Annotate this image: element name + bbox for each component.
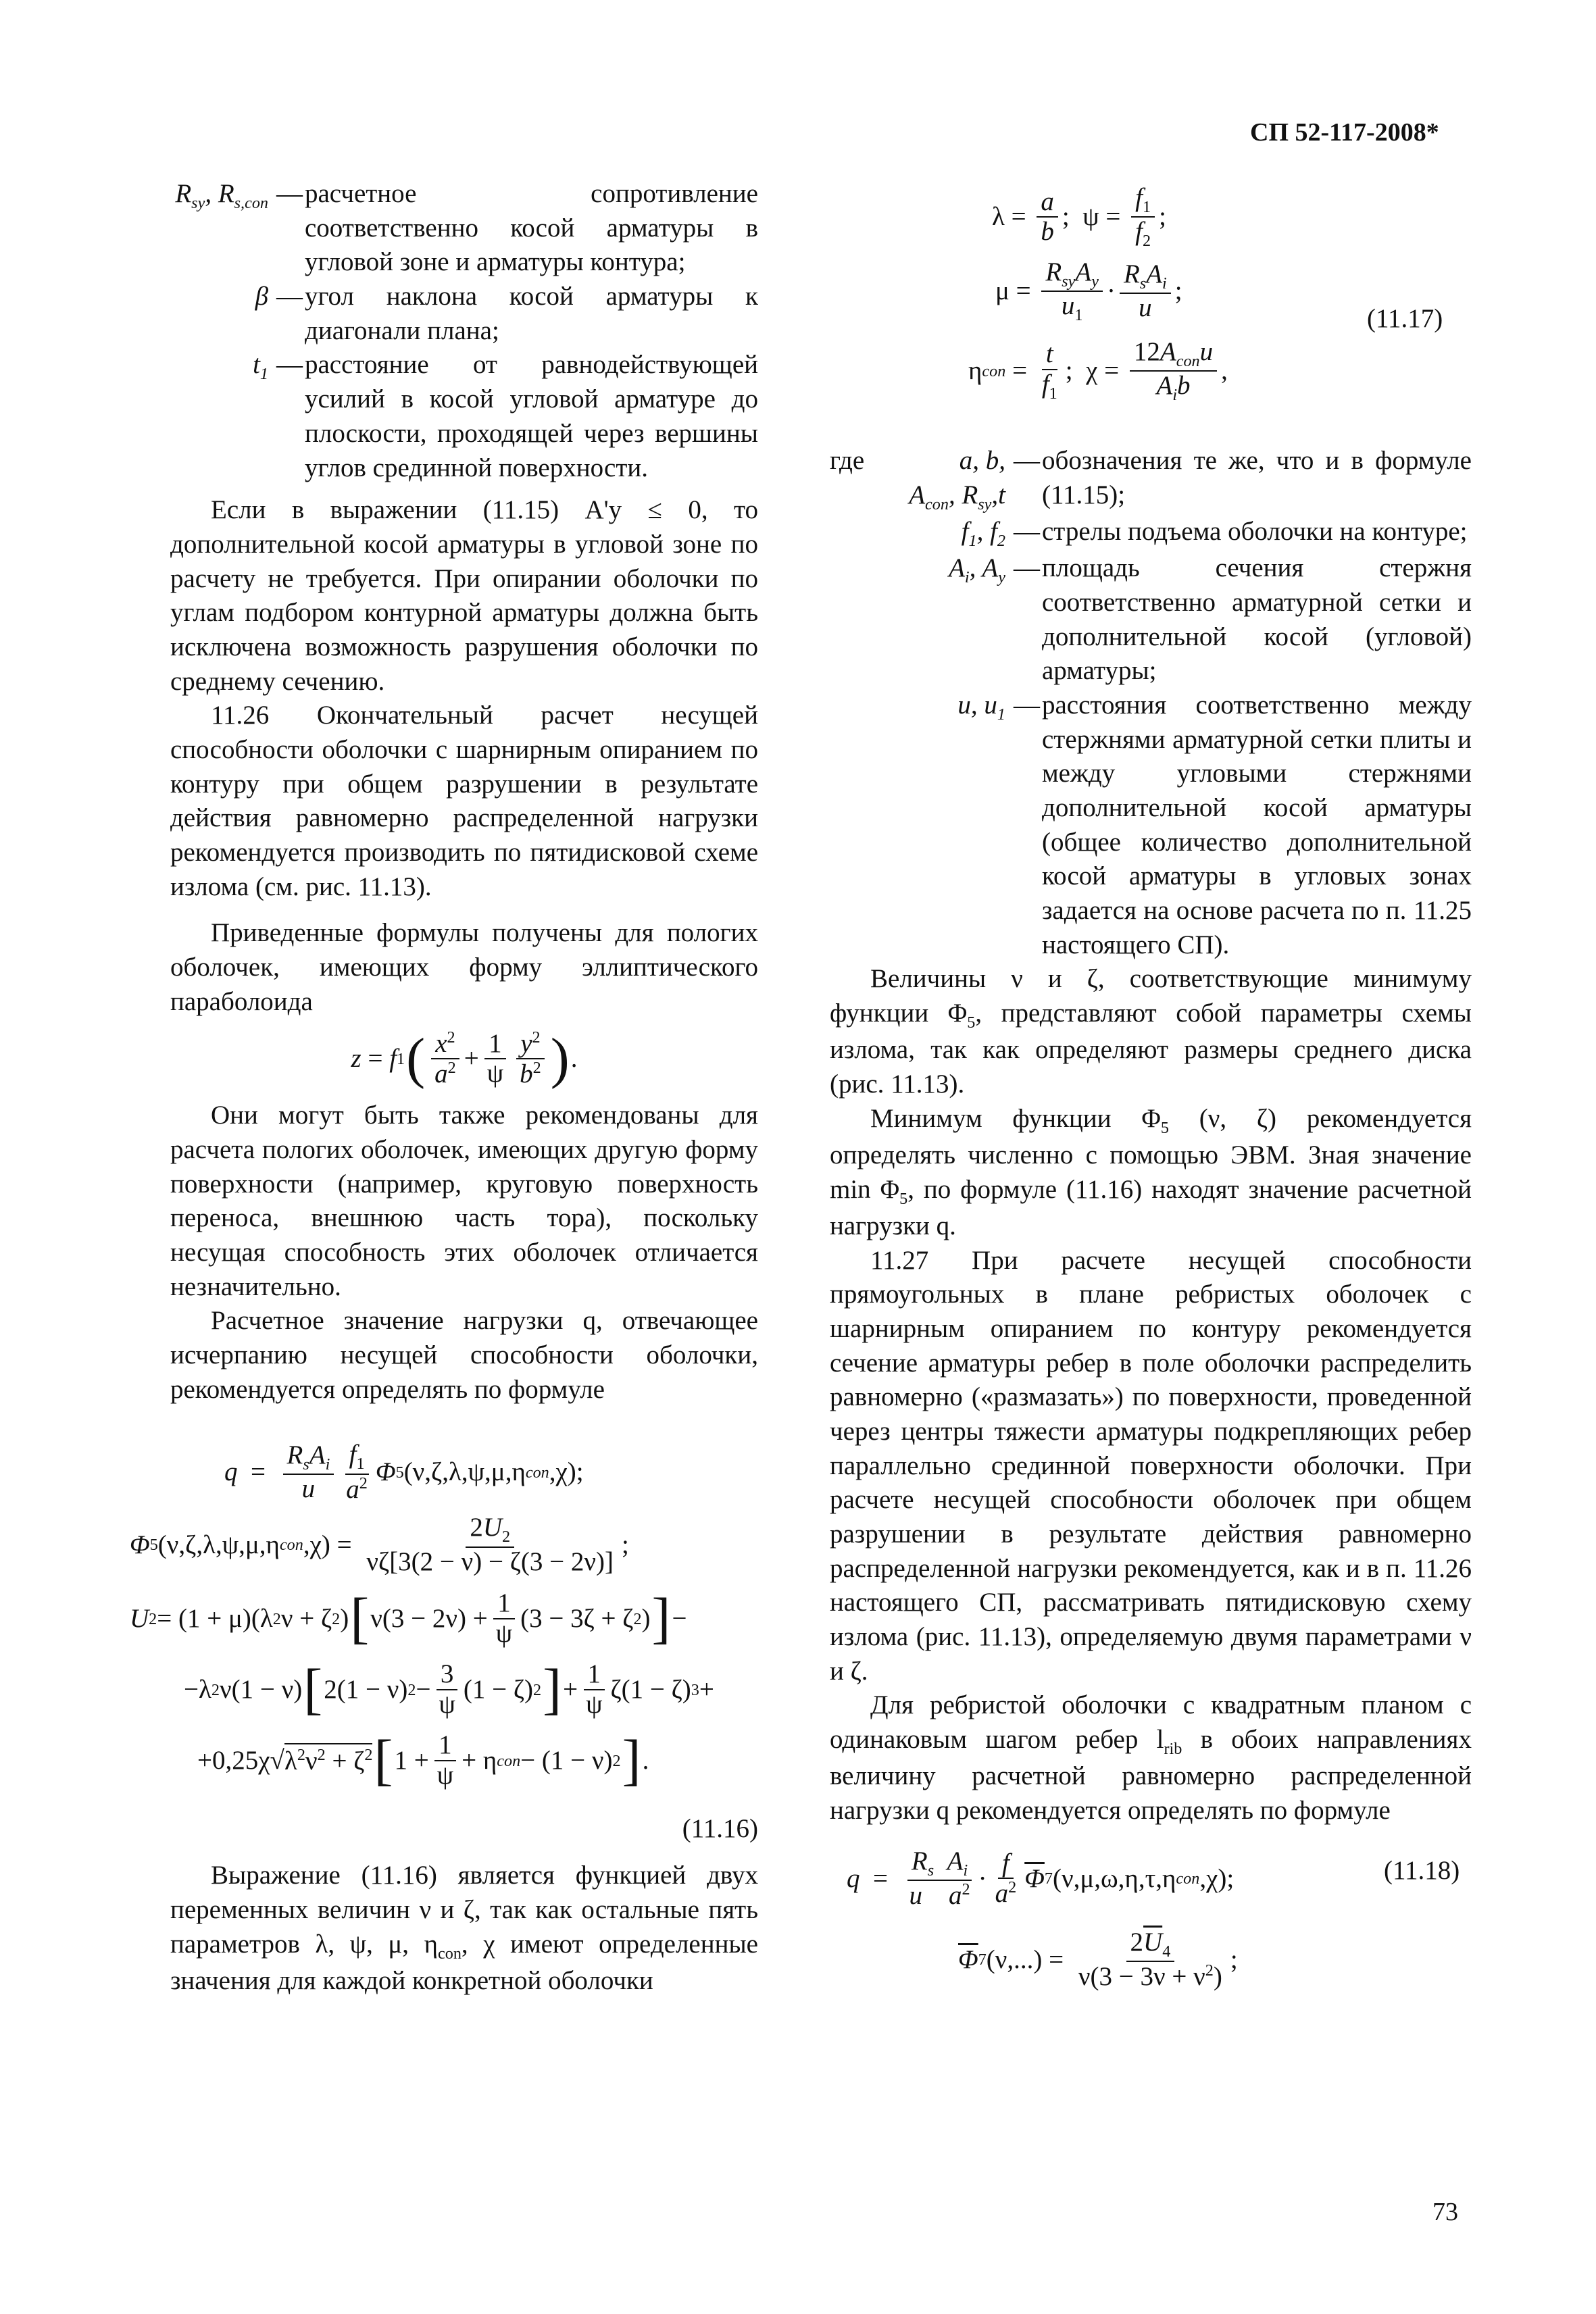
eq-number-11-17: (11.17) [1367, 304, 1443, 333]
paragraph: Выражение (11.16) является функцией двух переменных величин ν и ζ, так как остальные пять параметров λ, ψ, μ, $\eta_{con}$, χ имеют определенные значения для каждой конкретной оболочки [170, 1861, 758, 1995]
paragraph: Величины ν и ζ, соответствующие минимуму функции $\Phi_5$, представляют собой параметры схемы излома, так как определяют размеры среднего диска (рис. 11.13). [830, 964, 1472, 1099]
def-text: обозначения те же, что и в формуле (11.15); [1042, 446, 1472, 509]
eq-number-11-16: (11.16) [682, 1814, 758, 1844]
symbol-definitions-right: где a, b, $A_{con}$, $R_{sy},t$ — обозначения те же, что и в формуле (11.15); $f_1$, $f_2$ — стрелы подъема оболочки на контуре; $A_i$, $A_y$ — площадь сечения стержня соответственно арматурной сетки и дополнительной косой (угловой) арматуры; u, $u_1$ — расстояния соответственно между стержнями арматурной сетки плиты и между угловыми стержнями дополнительной косой арматуры (общее количество дополнительной косой арматуры в угловых зонах задается на основе расчета по п. 11.25 настоящего СП). [830, 444, 1472, 962]
formula-11-16: q = $\frac{R_sA_i}{u}$ $\frac{f_1}{a^2}$ Φ 5 (ν,ζ,λ,ψ,μ,η con ,χ); Φ 5 (ν,ζ,λ,ψ,μ,η con ,χ) = $\frac{2U_2}{\nu\zeta[3(2 - \nu) - \zeta(3 - 2\nu)]}$ ; U 2 = (1 + μ)(λ 2 ν + ζ 2 ) [ ν(3 − 2ν) + $\frac{1}{\psi}$ (3 − 3ζ + ζ 2 ) ] − −λ 2 ν(1 − ν) [ 2(1 − ν) 2 − $\frac{3}{\psi}$ (1 − ζ) 2 ] + $\frac{1}{\psi}$ ζ(1 − ζ) 3 + +0,25χ√ $\lambda^2\nu^2 + \zeta^2$ [ 1 + $\frac{1}{\psi}$ + η con − (1 − ν) 2 ] . [130, 1440, 714, 1792]
def-symbol: $t_1$ [253, 350, 268, 384]
formula-11-17: λ = $\frac{a}{b}$ ; ψ = $\frac{f_1}{f_2}$ ; μ = $\frac{R_{sy}A_y}{u_1}$ · $\frac{R_sA_i}{u}$ ; η con = $\frac{t}{f_1}$ ; χ = $\frac{12A_{con}u}{A_ib}$ , (11.17) [968, 183, 1443, 405]
formula-paraboloid: z = f 1 ( $\frac{x^2}{a^2}$ + $\frac{1}{\psi}$ $\frac{y^2}{b^2}$ ) . [351, 1027, 578, 1090]
def-text: расстояние от равнодействующей усилий в косой угловой арматуре до плоскости, проходящей через вершины углов срединной поверхности. [305, 350, 758, 482]
where-word: где [830, 446, 865, 475]
def-text: угол наклона косой арматуры к диагонали плана; [305, 282, 758, 345]
formula-11-18: q = $\frac{R_s A_i}{u a^2}$ · $\frac{f}{a^2}$ $\overline{\Phi}$ 7 (ν,μ,ω,η,τ,η con ,χ); (11.18) $\overline{\Phi}$ 7 (ν,...) = $\frac{2\overline{U}_4}{\nu(3 - 3\nu + \nu^2)}$ ; [847, 1846, 1460, 1992]
def-symbol: $R_{sy}$, $R_{s,con}$ [175, 179, 268, 212]
def-text: расчетное сопротивление соответственно косой арматуры в угловой зоне и арматуры контура; [305, 179, 758, 277]
page-number: 73 [1432, 2198, 1458, 2226]
paragraph: Для ребристой оболочки с квадратным планом с одинаковым шагом ребер $l_{rib}$ в обоих направлениях величину расчетной равномерно распределенной нагрузки q рекомендуется определять по формуле [830, 1690, 1472, 1826]
left-column [130, 177, 758, 1998]
running-header: СП 52-117-2008* [1250, 118, 1439, 147]
def-symbol: β [255, 282, 268, 311]
paragraph: Если в выражении (11.15) A'y ≤ 0, то дополнительной косой арматуры в угловой зоне по расчету не требуется. При опирании оболочки по углам подбором контурной арматуры должна быть исключена возможность разрушения оболочки по среднему сечению. [170, 495, 758, 696]
def-symbol: u, $u_1$ [957, 690, 1005, 724]
def-symbol: a, b, $A_{con}$, $R_{sy},t$ [909, 446, 1005, 513]
paragraph: Минимум функции $\Phi_5$ (ν, ζ) рекомендуется определять численно с помощью ЭВМ. Зная значение $\min \Phi_5$, по формуле (11.16) находят значение расчетной нагрузки q. [830, 1103, 1472, 1240]
paragraph: 11.27 При расчете несущей способности прямоугольных в плане ребристых оболочек с шарнирным опиранием по контуру рекомендуется сечение арматуры ребер в поле оболочки распределить равномерно («размазать») по поверхности, проведенной через центры тяжести арматуры подкрепляющих ребер параллельно срединной поверхности оболочки. При расчете несущей способности оболочек при общем разрушении в результате действия равномерно распределенной нагрузки рекомендуется, как и в п. 11.26 настоящего СП, рассматривать пятидисковую схему излома (рис. 11.13), определяемую двумя параметрами ν и ζ. [830, 1245, 1472, 1686]
def-text: площадь сечения стержня соответственно арматурной сетки и дополнительной косой (угловой) арматуры; [1042, 553, 1472, 686]
symbol-definitions-left: $R_{sy}$, $R_{s,con}$ — расчетное сопротивление соответственно косой арматуры в угловой зоне и арматуры контура; β — угол наклона косой арматуры к диагонали плана; $t_1$ — расстояние от равнодействующей усилий в косой угловой арматуре до плоскости, проходящей через вершины углов срединной поверхности. [170, 177, 758, 485]
right-column [830, 177, 1472, 2006]
def-symbol: $f_1$, $f_2$ [961, 516, 1005, 550]
paragraph: 11.26 Окончательный расчет несущей способности оболочки с шарнирным опиранием по контуру при общем разрушении в результате действия равномерно распределенной нагрузки рекомендуется производить по пятидисковой схеме излома (см. рис. 11.13). [170, 701, 758, 901]
paragraph: Расчетное значение нагрузки q, отвечающее исчерпанию несущей способности оболочки, рекомендуется определять по формуле [170, 1306, 758, 1404]
def-text: стрелы подъема оболочки на контуре; [1042, 516, 1468, 546]
def-symbol: $A_i$, $A_y$ [949, 553, 1005, 586]
paragraph: Они могут быть также рекомендованы для расчета пологих оболочек, имеющих другую форму поверхности (например, круговую поверхность переноса, внешнюю часть тора), поскольку несущая способность этих оболочек отличается незначительно. [170, 1101, 758, 1301]
eq-number-11-18: (11.18) [1384, 1855, 1460, 1885]
def-text: расстояния соответственно между стержнями арматурной сетки плиты и между угловыми стержнями дополнительной косой арматуры (общее количество дополнительной косой арматуры в угловых зонах задается на основе расчета по п. 11.25 настоящего СП). [1042, 690, 1472, 959]
paragraph: Приведенные формулы получены для пологих оболочек, имеющих форму эллиптического параболоида [170, 918, 758, 1016]
